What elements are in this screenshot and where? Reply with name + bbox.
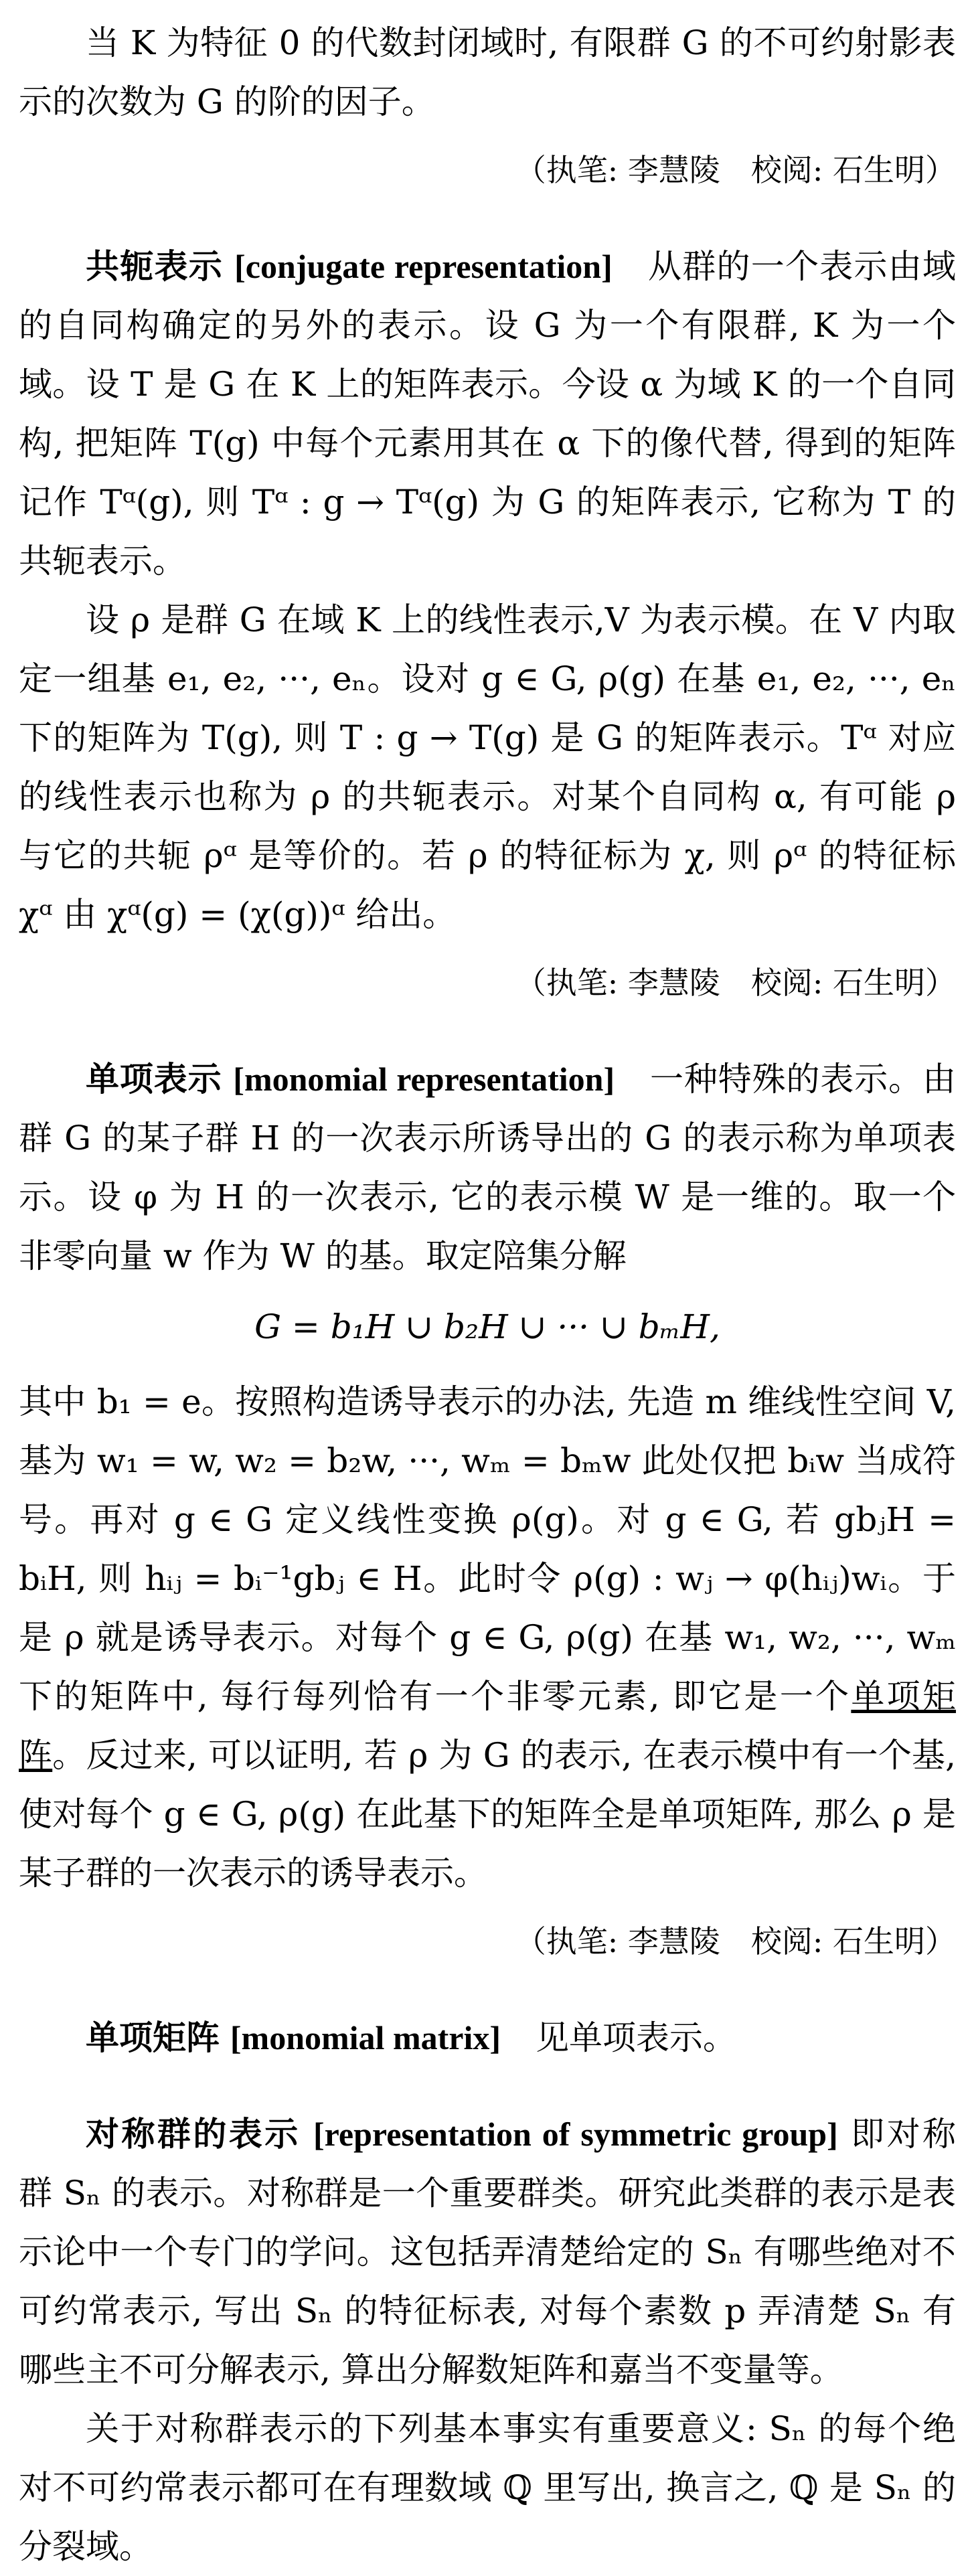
entry-lead: 一种特殊的表示。由群 G 的某子群 H 的一次表示所诱导出的 G 的表示称为单项表示。设 φ 为 H 的一次表示, 它的表示模 W 是一维的。取一个非零向量 w 作为 W 的基。取定陪集分解	[19, 1060, 957, 1275]
monomial-byline: （执笔: 李慧陵 校阅: 石生明）	[515, 1923, 956, 1959]
symmetric-paragraph-2: 关于对称群表示的下列基本事实有重要意义: Sₙ 的每个绝对不可约常表示都可在有理数域 ℚ 里写出, 换言之, ℚ 是 Sₙ 的分裂域。	[19, 2409, 956, 2566]
intro-paragraph: 当 K 为特征 0 的代数封闭域时, 有限群 G 的不可约射影表示的次数为 G 的阶的因子。	[19, 23, 956, 121]
entry-monomial-matrix	[19, 2008, 956, 2067]
paragraph-text: 。反过来, 可以证明, 若 ρ 为 G 的表示, 在表示模中有一个基, 使对每个 g ∈ G, ρ(g) 在此基下的矩阵全是单项矩阵, 那么 ρ 是某子群的一次表示的诱导表示。	[19, 1736, 957, 1893]
entry-english: [monomial matrix]	[230, 2019, 501, 2057]
conjugate-byline: （执笔: 李慧陵 校阅: 石生明）	[515, 965, 956, 1001]
entry-conjugate-representation	[19, 237, 956, 590]
entry-english: [monomial representation]	[233, 1060, 615, 1098]
entry-monomial-representation	[19, 1050, 956, 1285]
dictionary-page	[19, 13, 956, 2576]
entry-lead: 从群的一个表示由域的自同构确定的另外的表示。设 G 为一个有限群, K 为一个域。设 T 是 G 在 K 上的矩阵表示。今设 α 为域 K 的一个自同构, 把矩阵 T(g) 中每个元素用其在 α 下的像代替, 得到的矩阵记作 Tᵅ(g), 则 Tᵅ : g → Tᵅ(g) 为 G 的矩阵表示, 它称为 T 的共轭表示。	[19, 247, 956, 580]
cross-reference-link[interactable]: 单项矩阵	[19, 1677, 957, 1775]
paragraph-text: 其中 b₁ = e。按照构造诱导表示的办法, 先造 m 维线性空间 V, 基为 w₁ = w, w₂ = b₂w, ···, wₘ = bₘw 此处仅把 bᵢw 当成符号。再对 g ∈ G 定义线性变换 ρ(g)。对 g ∈ G, 若 gbⱼH = bᵢH, 则 hᵢⱼ = bᵢ⁻¹gbⱼ ∈ H。此时令 ρ(g) : wⱼ → φ(hᵢⱼ)wᵢ。于是 ρ 就是诱导表示。对每个 g ∈ G, ρ(g) 在基 w₁, w₂, ···, wₘ 下的矩阵中, 每行每列恰有一个非零元素, 即它是一个	[19, 1382, 956, 1716]
entry-lead: 即对称群 Sₙ 的表示。对称群是一个重要群类。研究此类群的表示是表示论中一个专门的学问。这包括弄清楚给定的 Sₙ 有哪些绝对不可约常表示, 写出 Sₙ 的特征标表, 对每个素数 p 弄清楚 Sₙ 有哪些主不可分解表示, 算出分解数矩阵和嘉当不变量等。	[19, 2115, 957, 2389]
entry-term: 对称群的表示	[86, 2115, 301, 2154]
conjugate-paragraph-2: 设 ρ 是群 G 在域 K 上的线性表示,V 为表示模。在 V 内取定一组基 e₁, e₂, ···, eₙ。设对 g ∈ G, ρ(g) 在基 e₁, e₂, ···, eₙ 下的矩阵为 T(g), 则 T : g → T(g) 是 G 的矩阵表示。Tᵅ 对应的线性表示也称为 ρ 的共轭表示。对某个自同构 α, 有可能 ρ 与它的共轭 ρᵅ 是等价的。若 ρ 的特征标为 χ, 则 ρᵅ 的特征标 χᵅ 由 χᵅ(g) = (χ(g))ᵅ 给出。	[19, 600, 956, 934]
monomial-paragraph-2	[19, 1372, 956, 1903]
coset-decomposition-formula: G = b₁H ∪ b₂H ∪ ··· ∪ bₘH,	[254, 1307, 720, 1346]
intro-byline: （执笔: 李慧陵 校阅: 石生明）	[515, 152, 956, 188]
entry-lead: 见单项表示。	[535, 2018, 736, 2057]
entry-term: 单项表示	[86, 1060, 222, 1099]
entry-term: 共轭表示	[86, 247, 223, 286]
entry-term: 单项矩阵	[86, 2018, 220, 2057]
entry-english: [conjugate representation]	[234, 248, 613, 285]
entry-english: [representation of symmetric group]	[313, 2115, 838, 2153]
entry-symmetric-group-representation	[19, 2105, 956, 2399]
